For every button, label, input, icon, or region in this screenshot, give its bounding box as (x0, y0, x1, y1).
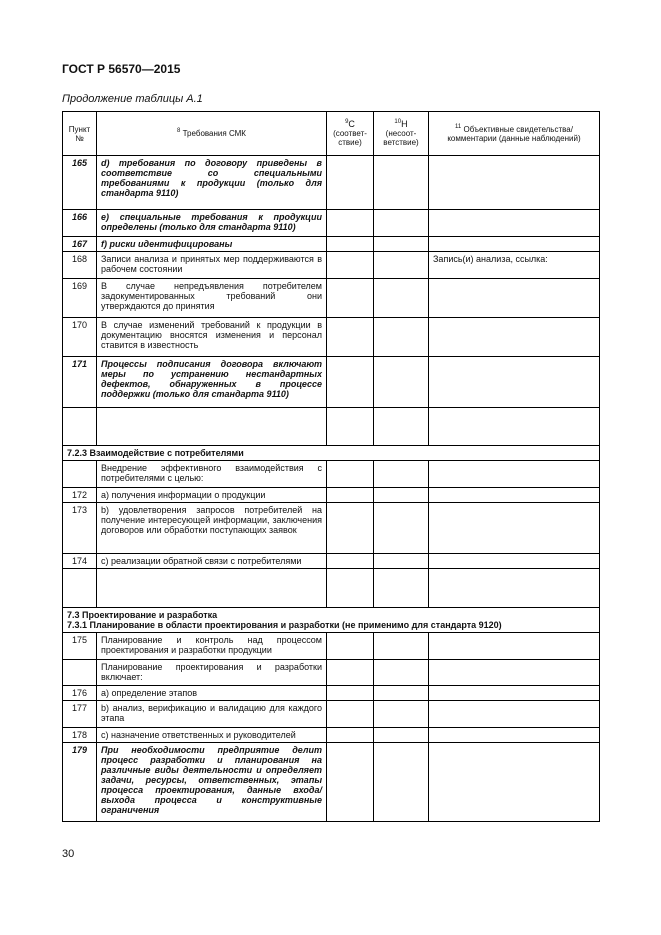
nonconformity-cell[interactable] (374, 210, 429, 237)
table-row (63, 633, 600, 660)
section-heading-row (63, 446, 600, 461)
requirement-text: Планирование проектирования и разработки включает: (97, 660, 327, 686)
requirement-text: В случае изменений требований к продукции в документацию вносятся изменения и персонал ставится в известность (97, 318, 327, 357)
evidence-cell[interactable] (429, 357, 600, 408)
item-number: 172 (63, 488, 97, 503)
conformity-cell[interactable] (327, 488, 374, 503)
evidence-cell[interactable] (429, 503, 600, 554)
conformity-cell[interactable] (327, 503, 374, 554)
table-row (63, 279, 600, 318)
conformity-cell[interactable] (327, 743, 374, 822)
col-sublabel: (соответ-ствие) (333, 129, 367, 147)
requirement-text: e) специальные требования к продукции определены (только для стандарта 9110) (97, 210, 327, 237)
item-number (63, 408, 97, 446)
conformity-cell[interactable] (327, 569, 374, 608)
evidence-cell[interactable] (429, 279, 600, 318)
table-row (63, 461, 600, 488)
table-row (63, 686, 600, 701)
col-sublabel: (несоот-ветствие) (383, 129, 419, 147)
requirement-text: В случае непредъявления потребителем задокументированных требований они утверждаются до принятия (97, 279, 327, 318)
subsection-title: 7.3.1 Планирование в области проектирования и разработки (не применимо для стандарта 9120) (67, 620, 502, 630)
table-continuation-caption: Продолжение таблицы А.1 (62, 93, 203, 105)
requirement-text: При необходимости предприятие делит процесс разработки и планирования на различные виды деятельности и определяет задачи, ресурсы, ответственных, этапы процесса проектирования, данные входа/выхода процесса и конструктивные ограничения (97, 743, 327, 822)
evidence-cell[interactable] (429, 488, 600, 503)
page-number: 30 (62, 848, 75, 860)
table-row (63, 488, 600, 503)
table-row-empty (63, 569, 600, 608)
item-number (63, 569, 97, 608)
col-label: Требования СМК (182, 129, 246, 138)
conformity-cell[interactable] (327, 279, 374, 318)
table-row (63, 728, 600, 743)
conformity-cell[interactable] (327, 660, 374, 686)
section-heading-row (63, 608, 600, 633)
requirement-text: Записи анализа и принятых мер поддерживаются в рабочем состоянии (97, 252, 327, 279)
table-row (63, 503, 600, 554)
requirement-text: b) удовлетворения запросов потребителей на получение интересующей информации, заключения договоров или обработки поступающих заявок (97, 503, 327, 554)
nonconformity-cell[interactable] (374, 569, 429, 608)
table-header-row (63, 112, 600, 156)
conformity-cell[interactable] (327, 318, 374, 357)
item-number: 169 (63, 279, 97, 318)
requirement-text: с) назначение ответственных и руководителей (97, 728, 327, 743)
evidence-cell[interactable] (429, 461, 600, 488)
table-row (63, 660, 600, 686)
item-number: 177 (63, 701, 97, 728)
table-row (63, 156, 600, 210)
table-row (63, 237, 600, 252)
requirement-text: а) получения информации о продукции (97, 488, 327, 503)
col-number: 8 (177, 128, 181, 134)
evidence-cell[interactable]: Запись(и) анализа, ссылка: (429, 252, 600, 279)
conformity-cell[interactable] (327, 357, 374, 408)
col-header-item-number: Пункт № (63, 112, 97, 156)
nonconformity-cell[interactable] (374, 701, 429, 728)
item-number: 178 (63, 728, 97, 743)
evidence-cell[interactable] (429, 701, 600, 728)
requirement-text (97, 408, 327, 446)
evidence-cell[interactable] (429, 237, 600, 252)
table-row (63, 701, 600, 728)
nonconformity-cell[interactable] (374, 743, 429, 822)
nonconformity-cell[interactable] (374, 503, 429, 554)
conformity-cell[interactable] (327, 554, 374, 569)
conformity-cell[interactable] (327, 728, 374, 743)
item-number: 170 (63, 318, 97, 357)
nonconformity-cell[interactable] (374, 728, 429, 743)
item-number: 166 (63, 210, 97, 237)
col-label: Объективные свидетельства/ комментарии (данные наблюдений) (447, 124, 581, 143)
conformity-cell[interactable] (327, 701, 374, 728)
conformity-cell[interactable] (327, 408, 374, 446)
col-header-conformity (327, 112, 374, 156)
conformity-cell[interactable] (327, 461, 374, 488)
col-number: 10 (394, 119, 402, 125)
nonconformity-cell[interactable] (374, 660, 429, 686)
conformity-cell[interactable] (327, 210, 374, 237)
item-number: 171 (63, 357, 97, 408)
evidence-cell[interactable] (429, 660, 600, 686)
col-number: 11 (455, 123, 462, 130)
requirement-text: Внедрение эффективного взаимодействия с потребителями с целью: (97, 461, 327, 488)
nonconformity-cell[interactable] (374, 318, 429, 357)
table-row (63, 743, 600, 822)
nonconformity-cell[interactable] (374, 488, 429, 503)
requirement-text: Планирование и контроль над процессом проектирования и разработки продукции (97, 633, 327, 660)
nonconformity-cell[interactable] (374, 252, 429, 279)
item-number (63, 660, 97, 686)
item-number: 173 (63, 503, 97, 554)
nonconformity-cell[interactable] (374, 686, 429, 701)
conformity-cell[interactable] (327, 686, 374, 701)
table-row-empty (63, 408, 600, 446)
col-number: 9 (345, 119, 349, 125)
requirement-text: f) риски идентифицированы (97, 237, 327, 252)
table-row (63, 318, 600, 357)
nonconformity-cell[interactable] (374, 461, 429, 488)
col-header-evidence (429, 112, 600, 156)
evidence-cell[interactable] (429, 686, 600, 701)
nonconformity-cell[interactable] (374, 408, 429, 446)
conformity-cell[interactable] (327, 156, 374, 210)
requirement-text: b) анализ, верификацию и валидацию для каждого этапа (97, 701, 327, 728)
item-number: 167 (63, 237, 97, 252)
nonconformity-cell[interactable] (374, 357, 429, 408)
nonconformity-cell[interactable] (374, 554, 429, 569)
qms-requirements-table (62, 111, 600, 822)
requirement-text: с) реализации обратной связи с потребителями (97, 554, 327, 569)
requirement-text: а) определение этапов (97, 686, 327, 701)
item-number (63, 461, 97, 488)
nonconformity-cell[interactable] (374, 279, 429, 318)
table-row (63, 252, 600, 279)
nonconformity-cell[interactable] (374, 633, 429, 660)
col-header-requirements (97, 112, 327, 156)
evidence-cell[interactable] (429, 408, 600, 446)
evidence-cell[interactable] (429, 554, 600, 569)
nonconformity-cell[interactable] (374, 237, 429, 252)
conformity-cell[interactable] (327, 237, 374, 252)
table-row (63, 357, 600, 408)
requirement-text: Процессы подписания договора включают меры по устранению нестандартных дефектов, обнаруженных в процессе поддержки (только для стандарта 9110) (97, 357, 327, 408)
section-heading: 7.2.3 Взаимодействие с потребителями (63, 446, 600, 461)
requirement-text (97, 569, 327, 608)
conformity-cell[interactable] (327, 252, 374, 279)
item-number: 179 (63, 743, 97, 822)
table-row (63, 554, 600, 569)
evidence-cell[interactable] (429, 156, 600, 210)
evidence-cell[interactable] (429, 728, 600, 743)
nonconformity-cell[interactable] (374, 156, 429, 210)
evidence-cell[interactable] (429, 743, 600, 822)
section-heading (63, 608, 600, 633)
conformity-cell[interactable] (327, 633, 374, 660)
requirement-text: d) требования по договору приведены в соответствие со специальными требованиями к продукции (только для стандарта 9110) (97, 156, 327, 210)
item-number: 168 (63, 252, 97, 279)
table-row (63, 210, 600, 237)
evidence-cell[interactable] (429, 633, 600, 660)
item-number: 175 (63, 633, 97, 660)
item-number: 176 (63, 686, 97, 701)
evidence-cell[interactable] (429, 210, 600, 237)
item-number: 174 (63, 554, 97, 569)
evidence-cell[interactable] (429, 569, 600, 608)
evidence-cell[interactable] (429, 318, 600, 357)
item-number: 165 (63, 156, 97, 210)
col-label: Н (401, 119, 408, 129)
section-title: 7.3 Проектирование и разработка (67, 610, 218, 620)
col-label: С (348, 119, 355, 129)
col-header-nonconformity (374, 112, 429, 156)
document-code: ГОСТ Р 56570—2015 (62, 62, 181, 76)
